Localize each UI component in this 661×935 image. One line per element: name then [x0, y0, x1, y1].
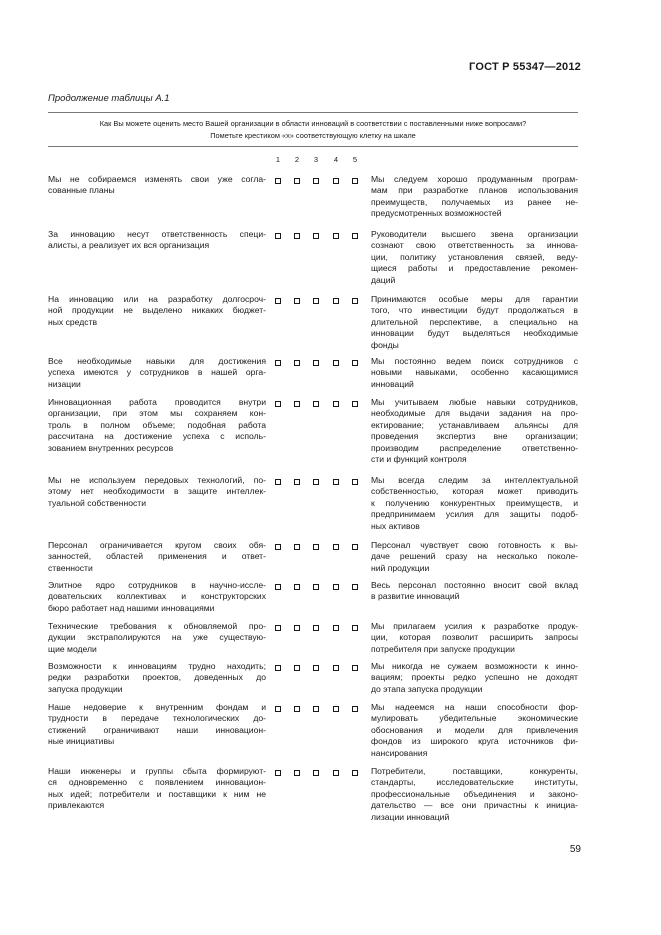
rating-checkbox-3[interactable]: [313, 360, 319, 366]
left-statement: [48, 294, 266, 328]
statement-line: Наши инженеры и группы сбыта формируют-: [48, 766, 266, 776]
statement-line: Технические требования к обновляемой про-: [48, 621, 266, 631]
rating-checkbox-1[interactable]: [275, 584, 281, 590]
statement-line: Принимаются особые меры для гарантии: [371, 294, 578, 304]
left-statement: [48, 766, 266, 812]
statement-line: низации: [48, 378, 81, 389]
rating-checkbox-3[interactable]: [313, 178, 319, 184]
statement-line: предпринимаем усилия для защиты подоб-: [371, 509, 578, 520]
rating-checkbox-2[interactable]: [294, 401, 300, 407]
rating-checkbox-5[interactable]: [352, 544, 358, 550]
statement-line: лизации инноваций: [371, 811, 450, 822]
statement-line: привлекаются: [48, 800, 105, 811]
right-statement: [371, 294, 578, 351]
right-statement: [371, 229, 578, 286]
right-statement: [371, 580, 578, 603]
rating-checkbox-5[interactable]: [352, 770, 358, 776]
rating-checkbox-5[interactable]: [352, 625, 358, 631]
statement-line: ных средств: [48, 316, 98, 327]
statement-line: инновации будут выделяться необходимые: [371, 328, 578, 339]
statement-line: бюро работает над нашими инновациями: [48, 602, 215, 613]
table-top-rule: [48, 112, 578, 113]
statement-line: ных идей; потребители и поставщики к ним не: [48, 788, 266, 799]
left-statement: [48, 621, 266, 655]
scale-label-5: 5: [352, 155, 358, 164]
rating-checkbox-4[interactable]: [333, 360, 339, 366]
statement-line: необходимые для выдачи задания на про-: [371, 408, 578, 419]
statement-line: производим распределение ответственно-: [371, 442, 578, 453]
statement-line: щиеся работы и предоставление рекомен-: [371, 263, 578, 274]
rating-checkbox-2[interactable]: [294, 360, 300, 366]
right-statement: [371, 356, 578, 390]
rating-checkbox-3[interactable]: [313, 706, 319, 712]
left-statement: [48, 661, 266, 695]
statement-line: редки разработки проектов, доведенных до: [48, 672, 266, 683]
rating-checkbox-1[interactable]: [275, 178, 281, 184]
rating-checkbox-4[interactable]: [333, 625, 339, 631]
statement-line: фондов из широкого круга источников фи-: [371, 736, 578, 747]
statement-line: собственностью, которая может приводить: [371, 486, 578, 497]
statement-line: Персонал ограничивается кругом своих обя-: [48, 540, 266, 550]
statement-line: Инновационная работа проводится внутри: [48, 397, 266, 407]
rating-checkbox-3[interactable]: [313, 665, 319, 671]
rating-checkbox-5[interactable]: [352, 401, 358, 407]
rating-checkbox-1[interactable]: [275, 625, 281, 631]
rating-checkbox-1[interactable]: [275, 233, 281, 239]
rating-checkbox-4[interactable]: [333, 479, 339, 485]
statement-line: ственности: [48, 562, 93, 573]
statement-line: Мы не используем передовых технологий, по-: [48, 475, 266, 485]
statement-line: вациям; проекты редко успешно не доходят: [371, 672, 578, 683]
rating-checkbox-5[interactable]: [352, 298, 358, 304]
statement-line: до этапа запуска продукции: [371, 683, 483, 694]
right-statement: [371, 475, 578, 532]
rating-checkbox-4[interactable]: [333, 233, 339, 239]
page-number: 59: [569, 844, 581, 855]
statement-line: стижений ограничивают наши инновацион-: [48, 724, 266, 735]
rating-checkbox-2[interactable]: [294, 233, 300, 239]
statement-line: ных активов: [371, 520, 420, 531]
statement-line: ные инициативы: [48, 736, 115, 747]
rating-checkbox-2[interactable]: [294, 706, 300, 712]
left-statement: [48, 174, 266, 197]
statement-line: новыми навыками, особенно касающимися: [371, 367, 578, 378]
rating-checkbox-1[interactable]: [275, 706, 281, 712]
statement-line: Элитное ядро сотрудников в научно-иссле-: [48, 580, 266, 590]
rating-checkbox-2[interactable]: [294, 178, 300, 184]
statement-line: ции, политику установления связей, веду-: [371, 251, 578, 262]
rating-checkbox-1[interactable]: [275, 360, 281, 366]
scale-label-2: 2: [294, 155, 300, 164]
statement-line: запуска продукции: [48, 683, 123, 694]
statement-line: Возможности к инновациям трудно находить;: [48, 661, 266, 671]
rating-checkbox-3[interactable]: [313, 233, 319, 239]
rating-checkbox-2[interactable]: [294, 665, 300, 671]
statement-line: Мы надеемся на наши способности фор-: [371, 702, 578, 712]
statement-line: Потребители, поставщики, конкуренты,: [371, 766, 578, 776]
rating-checkbox-2[interactable]: [294, 544, 300, 550]
table-header-rule: [48, 146, 578, 147]
statement-line: фонды: [371, 339, 399, 350]
right-statement: [371, 174, 578, 220]
rating-checkbox-3[interactable]: [313, 625, 319, 631]
statement-line: сознают свою ответственность за иннова-: [371, 240, 578, 251]
statement-line: рассчитана на достижение успеха с исполь-: [48, 431, 266, 442]
right-statement: [371, 766, 578, 823]
statement-line: На инновацию или на разработку долгосроч-: [48, 294, 266, 304]
question-text: Как Вы можете оценить место Вашей организации в области инноваций в соответствии с поставленными ниже вопросами?: [99, 119, 527, 128]
statement-line: потребителя при запуске продукции: [371, 643, 515, 654]
statement-line: Наше недоверие к внутренним фондам и: [48, 702, 266, 712]
rating-checkbox-5[interactable]: [352, 665, 358, 671]
statement-line: За инновацию несут ответственность специ-: [48, 229, 266, 239]
rating-checkbox-2[interactable]: [294, 479, 300, 485]
scale-label-1: 1: [275, 155, 281, 164]
statement-line: Мы никогда не сужаем возможности к инно-: [371, 661, 578, 671]
statement-line: мам при разработке планов использования: [371, 185, 578, 196]
rating-checkbox-2[interactable]: [294, 584, 300, 590]
statement-line: обоснования и модели для привлечения: [371, 724, 578, 735]
rating-checkbox-2[interactable]: [294, 770, 300, 776]
rating-checkbox-4[interactable]: [333, 706, 339, 712]
statement-line: этому нет необходимости в защите интеллек-: [48, 486, 266, 497]
statement-line: даций: [371, 274, 396, 285]
statement-line: Мы не собираемся изменять свои уже согла-: [48, 174, 266, 184]
rating-checkbox-3[interactable]: [313, 479, 319, 485]
statement-line: Руководители высшего звена организации: [371, 229, 578, 239]
rating-checkbox-2[interactable]: [294, 625, 300, 631]
left-statement: [48, 702, 266, 748]
statement-line: ной продукции не выделено никаких бюджет-: [48, 305, 266, 316]
statement-line: занностей, областей применения и ответ-: [48, 551, 266, 562]
rating-checkbox-3[interactable]: [313, 770, 319, 776]
statement-line: сованные планы: [48, 185, 115, 196]
rating-checkbox-3[interactable]: [313, 584, 319, 590]
statement-line: ний продукции: [371, 562, 430, 573]
rating-checkbox-3[interactable]: [313, 401, 319, 407]
rating-checkbox-4[interactable]: [333, 544, 339, 550]
left-statement: [48, 229, 266, 252]
rating-checkbox-3[interactable]: [313, 298, 319, 304]
rating-checkbox-2[interactable]: [294, 298, 300, 304]
rating-checkbox-4[interactable]: [333, 401, 339, 407]
table-continuation-caption: Продолжение таблицы А.1: [48, 93, 170, 104]
rating-checkbox-1[interactable]: [275, 298, 281, 304]
rating-checkbox-5[interactable]: [352, 178, 358, 184]
rating-checkbox-5[interactable]: [352, 360, 358, 366]
rating-checkbox-5[interactable]: [352, 479, 358, 485]
statement-line: Мы следуем хорошо продуманным програм-: [371, 174, 578, 184]
statement-line: алисты, а реализует их вся организация: [48, 240, 210, 251]
rating-checkbox-4[interactable]: [333, 178, 339, 184]
rating-checkbox-1[interactable]: [275, 401, 281, 407]
rating-checkbox-5[interactable]: [352, 584, 358, 590]
statement-line: мулировать убедительные экономические: [371, 713, 578, 724]
rating-checkbox-4[interactable]: [333, 584, 339, 590]
rating-checkbox-5[interactable]: [352, 233, 358, 239]
rating-checkbox-1[interactable]: [275, 544, 281, 550]
statement-line: Все необходимые навыки для достижения: [48, 356, 266, 366]
rating-checkbox-4[interactable]: [333, 770, 339, 776]
scale-label-3: 3: [313, 155, 319, 164]
rating-checkbox-4[interactable]: [333, 298, 339, 304]
statement-line: нансирования: [371, 747, 428, 758]
right-statement: [371, 397, 578, 465]
statement-line: Персонал чувствует свою готовность к вы-: [371, 540, 578, 550]
statement-line: стандарты, исследовательские институты,: [371, 777, 578, 788]
statement-line: туальной собственности: [48, 497, 147, 508]
statement-line: ся одновременно с появлением инновацион-: [48, 777, 266, 788]
statement-line: Мы постоянно ведем поиск сотрудников с: [371, 356, 578, 366]
rating-checkbox-1[interactable]: [275, 479, 281, 485]
statement-line: щие модели: [48, 643, 97, 654]
statement-line: инноваций: [371, 378, 414, 389]
statement-line: троль в полном объеме; подобная работа: [48, 419, 266, 430]
statement-line: того, что инвестиции будут продолжаться в: [371, 305, 578, 316]
right-statement: [371, 702, 578, 759]
rating-checkbox-5[interactable]: [352, 706, 358, 712]
standard-number: ГОСТ Р 55347—2012: [469, 61, 581, 73]
statement-line: к получению конкурентных преимуществ, и: [371, 497, 578, 508]
statement-line: длительной перспективе, а специально на: [371, 316, 578, 327]
right-statement: [371, 540, 578, 574]
statement-line: Мы учитываем любые навыки сотрудников,: [371, 397, 578, 407]
statement-line: даче решений сразу на несколько поколе-: [371, 551, 578, 562]
right-statement: [371, 661, 578, 695]
statement-line: сти и функций контроля: [371, 454, 467, 465]
statement-line: предусмотренных возможностей: [371, 208, 502, 219]
right-statement: [371, 621, 578, 655]
left-statement: [48, 580, 266, 614]
rating-checkbox-3[interactable]: [313, 544, 319, 550]
left-statement: [48, 397, 266, 454]
statement-line: проведения экспертиз вне организации;: [371, 431, 578, 442]
rating-checkbox-1[interactable]: [275, 665, 281, 671]
statement-line: Мы прилагаем усилия к разработке продук-: [371, 621, 578, 631]
statement-line: трудности в передаче технологических до-: [48, 713, 266, 724]
left-statement: [48, 540, 266, 574]
statement-line: дукции экстраполируются на уже существую-: [48, 632, 266, 643]
statement-line: ции, которая позволит расширить запросы: [371, 632, 578, 643]
statement-line: успеха имеются у сотрудников в нашей орга-: [48, 367, 266, 378]
statement-line: ектирование; устанавливаем альянсы для: [371, 419, 578, 430]
left-statement: [48, 356, 266, 390]
left-statement: [48, 475, 266, 509]
statement-line: зованием внутренних ресурсов: [48, 442, 174, 453]
rating-checkbox-1[interactable]: [275, 770, 281, 776]
statement-line: довательских коллективах и конструкторских: [48, 591, 266, 602]
statement-line: Мы всегда следим за интеллектуальной: [371, 475, 578, 485]
statement-line: организации, при этом мы сохраняем кон-: [48, 408, 266, 419]
statement-line: дательство — все они причастны к инициа-: [371, 800, 578, 811]
statement-line: Весь персонал постоянно вносит свой вклад: [371, 580, 578, 590]
scale-label-4: 4: [333, 155, 339, 164]
statement-line: преимуществ, получаемых из ранее не-: [371, 196, 578, 207]
statement-line: в развитие инноваций: [371, 591, 460, 602]
statement-line: профессиональные объединения и законо-: [371, 788, 578, 799]
rating-checkbox-4[interactable]: [333, 665, 339, 671]
question-instruction: Пометьте крестиком «х» соответствующую клетку на шкале: [210, 131, 416, 140]
